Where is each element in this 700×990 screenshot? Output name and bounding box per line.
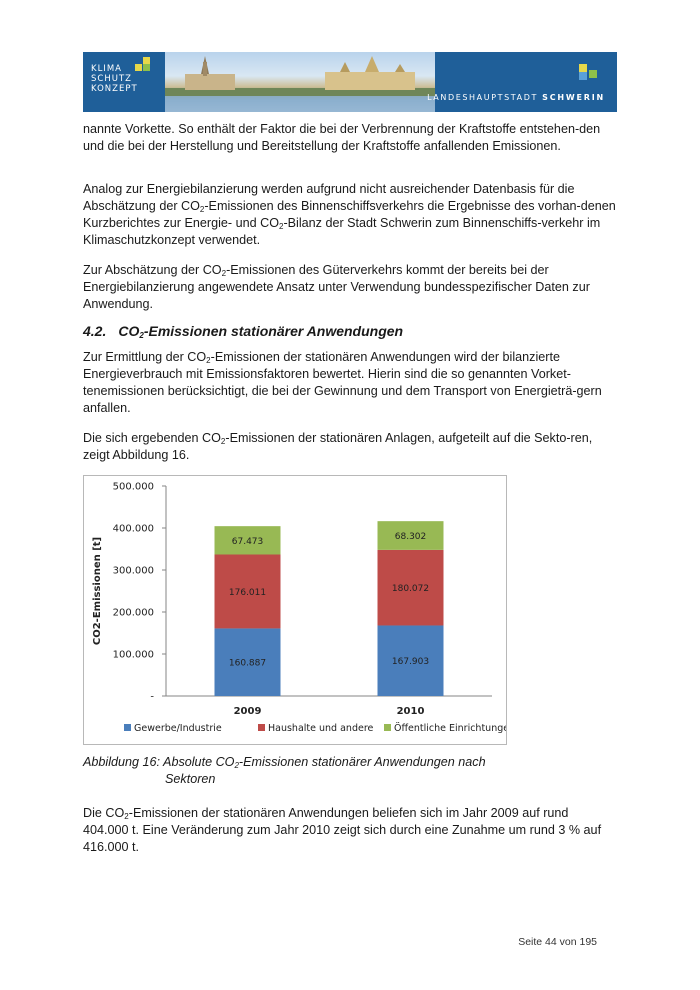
legend-entry: Gewerbe/Industrie: [134, 723, 222, 734]
y-tick-label: 200.000: [112, 607, 154, 619]
legend-swatch: [124, 724, 131, 731]
page-number: Seite 44 von 195: [518, 936, 597, 948]
data-label: 68.302: [394, 532, 427, 543]
header-banner: [83, 52, 617, 112]
stacked-bar-chart: [84, 476, 506, 744]
logo-line-1: KLIMA: [91, 64, 122, 74]
y-axis-label: CO2-Emissionen [t]: [92, 536, 103, 646]
x-tick-label: 2010: [396, 706, 425, 717]
data-label: 180.072: [391, 584, 430, 595]
data-label: 67.473: [231, 536, 264, 547]
paragraph-5: Die sich ergebenden $CO_2$-Emissionen der stationären Anlagen, aufgeteilt auf die Sekto-ren, zeigt Abbildung 16.: [83, 431, 593, 462]
city-square-green: [589, 70, 597, 78]
figure-caption: Abbildung 16: Absolute $CO_2$-Emissionen stationärer Anwendungen nach Sektoren: [83, 755, 486, 786]
y-tick-label: 300.000: [112, 565, 154, 577]
legend-swatch: [384, 724, 391, 731]
city-schwerin: SCHWERIN: [542, 93, 605, 102]
city-square-blue: [579, 72, 587, 80]
paragraph-1: nannte Vorkette. So enthält der Faktor die bei der Verbrennung der Kraftstoffe entstehen-den und die bei der Herstellung und Bereitstellung der Kraftstoffe anfallenden Emissionen.: [83, 122, 601, 153]
y-tick-label: 100.000: [112, 649, 154, 661]
section-heading: 4.2. $CO_2$-Emissionen stationärer Anwendungen: [83, 323, 404, 340]
legend-entry: Haushalte und andere: [268, 723, 374, 734]
logo-square-green: [143, 64, 150, 71]
x-tick-label: 2009: [233, 706, 262, 717]
logo-square-yellow: [135, 64, 142, 71]
paragraph-3: Zur Abschätzung der $CO_2$-Emissionen des Güterverkehrs kommt der bereits bei der Energiebilanzierung angewendete Ansatz unter Verwendung bundesspezifischer Daten zur Anwendung.: [83, 263, 590, 311]
paragraph-4: Zur Ermittlung der $CO_2$-Emissionen der stationären Anwendungen wird der bilanzierte Energieverbrauch mit Emissionsfaktoren bewertet. Hierin sind die so genannten Vorket-tenemissionen berücksichtigt, die bei der Gewinnung und dem Transport von Energieträ-gern anfallen.: [83, 350, 602, 415]
city-name: [427, 93, 605, 102]
data-label: 160.887: [228, 658, 267, 669]
city-prefix: LANDESHAUPTSTADT: [427, 93, 538, 102]
schwerin-skyline-photo: [165, 52, 435, 112]
klimaschutzkonzept-logo: [83, 52, 165, 112]
y-tick-label: -: [150, 691, 154, 703]
logo-line-3: KONZEPT: [91, 84, 138, 94]
paragraph-2: Analog zur Energiebilanzierung werden aufgrund nicht ausreichender Datenbasis für die Abschätzung der $CO_2$-Emissionen des Binnenschiffsverkehrs die Ergebnisse des vorhan-denen Kurzberichtes zur Energie- und $CO_2$-Bilanz der Stadt Schwerin zum Binnenschiffs-verkehr im Klimaschutzkonzept verwendet.: [83, 182, 616, 247]
logo-line-2: SCHUTZ: [91, 74, 132, 84]
data-label: 176.011: [228, 587, 267, 598]
logo-square-yellow-2: [143, 57, 150, 64]
city-square-yellow: [579, 64, 587, 72]
paragraph-6: Die $CO_2$-Emissionen der stationären Anwendungen beliefen sich im Jahr 2009 auf rund 404.000 t. Eine Veränderung zum Jahr 2010 zeigt sich durch eine Zunahme um rund 3 % auf 416.000 t.: [83, 806, 602, 854]
emissions-chart: [83, 475, 507, 745]
data-label: 167.903: [391, 657, 430, 668]
legend-entry: Öffentliche Einrichtungen: [394, 723, 506, 734]
y-tick-label: 500.000: [112, 481, 154, 493]
y-tick-label: 400.000: [112, 523, 154, 535]
legend-swatch: [258, 724, 265, 731]
